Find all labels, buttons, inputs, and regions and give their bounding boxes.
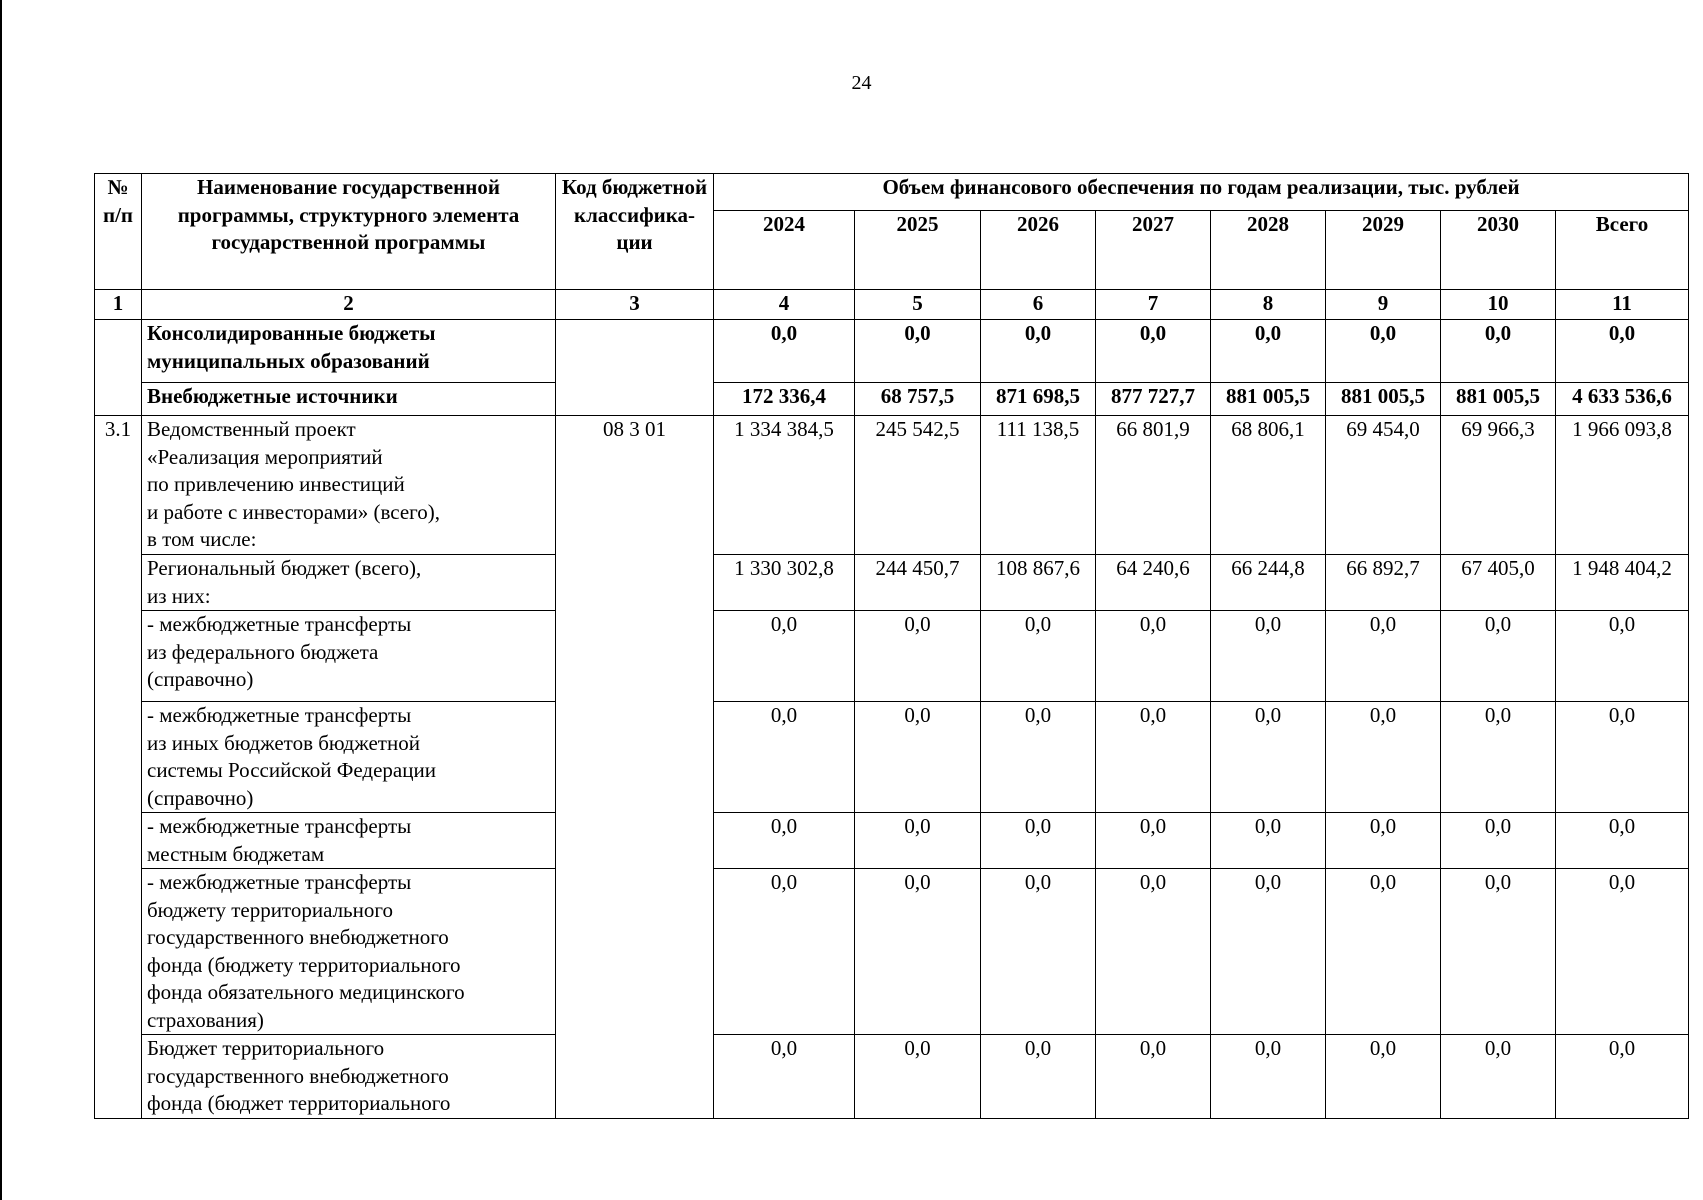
value-cell: 0,0	[1211, 320, 1326, 383]
header-no: № п/п	[95, 174, 142, 290]
value-cell: 0,0	[1556, 611, 1689, 702]
value-cell: 245 542,5	[855, 416, 981, 555]
value-cell: 0,0	[981, 813, 1096, 869]
value-cell: 0,0	[714, 320, 855, 383]
column-number: 3	[556, 290, 714, 320]
column-number: 5	[855, 290, 981, 320]
value-cell: 0,0	[855, 702, 981, 813]
column-number: 9	[1326, 290, 1441, 320]
value-cell: 66 244,8	[1211, 555, 1326, 611]
value-cell: 66 801,9	[1096, 416, 1211, 555]
value-cell: 881 005,5	[1326, 383, 1441, 416]
value-cell: 0,0	[1326, 320, 1441, 383]
value-cell: 0,0	[714, 1035, 855, 1119]
table-row	[95, 416, 1689, 555]
header-total: Всего	[1556, 211, 1689, 290]
value-cell: 1 334 384,5	[714, 416, 855, 555]
value-cell: 64 240,6	[1096, 555, 1211, 611]
value-cell: 0,0	[1326, 611, 1441, 702]
value-cell: 0,0	[1441, 869, 1556, 1035]
value-cell: 0,0	[1556, 1035, 1689, 1119]
row-number: 3.1	[95, 416, 142, 1119]
value-cell: 244 450,7	[855, 555, 981, 611]
value-cell: 0,0	[1556, 813, 1689, 869]
value-cell: 108 867,6	[981, 555, 1096, 611]
page-number: 24	[851, 72, 872, 94]
value-cell: 1 966 093,8	[1556, 416, 1689, 555]
column-number: 6	[981, 290, 1096, 320]
column-number: 10	[1441, 290, 1556, 320]
value-cell: 0,0	[855, 869, 981, 1035]
table-row	[95, 555, 1689, 611]
table-row	[95, 320, 1689, 383]
row-code: 08 3 01	[556, 416, 714, 1119]
value-cell: 0,0	[1441, 702, 1556, 813]
header-year: 2025	[855, 211, 981, 290]
value-cell: 0,0	[1326, 1035, 1441, 1119]
value-cell: 0,0	[714, 869, 855, 1035]
column-number: 2	[142, 290, 556, 320]
value-cell: 0,0	[855, 813, 981, 869]
row-name: - межбюджетные трансферты из иных бюджетов бюджетной системы Российской Федерации (справочно)	[142, 702, 556, 813]
row-name: Консолидированные бюджеты муниципальных образований	[142, 320, 556, 383]
column-number: 4	[714, 290, 855, 320]
table-row	[95, 1035, 1689, 1119]
header-name: Наименование государственной программы, структурного элемента государственной программы	[142, 174, 556, 290]
value-cell: 0,0	[981, 702, 1096, 813]
row-name: Бюджет территориального государственного внебюджетного фонда (бюджет территориального	[142, 1035, 556, 1119]
header-year: 2024	[714, 211, 855, 290]
value-cell: 0,0	[1326, 702, 1441, 813]
value-cell: 0,0	[714, 611, 855, 702]
value-cell: 0,0	[1556, 320, 1689, 383]
table-row	[95, 383, 1689, 416]
column-number: 11	[1556, 290, 1689, 320]
value-cell: 0,0	[855, 1035, 981, 1119]
header-year: 2030	[1441, 211, 1556, 290]
value-cell: 68 757,5	[855, 383, 981, 416]
value-cell: 0,0	[1441, 813, 1556, 869]
row-name: - межбюджетные трансферты бюджету территориального государственного внебюджетного фонда (бюджету территориального фонда обязательного медицинского страхования)	[142, 869, 556, 1035]
value-cell: 0,0	[1211, 611, 1326, 702]
header-code: Код бюджетной классифика-ции	[556, 174, 714, 290]
header-financing-group: Объем финансового обеспечения по годам реализации, тыс. рублей	[714, 174, 1689, 211]
value-cell: 4 633 536,6	[1556, 383, 1689, 416]
value-cell: 68 806,1	[1211, 416, 1326, 555]
header-year: 2026	[981, 211, 1096, 290]
table-row	[95, 869, 1689, 1035]
value-cell: 0,0	[1211, 813, 1326, 869]
value-cell: 172 336,4	[714, 383, 855, 416]
scan-edge	[0, 0, 2, 1200]
value-cell: 66 892,7	[1326, 555, 1441, 611]
header-row	[95, 174, 1689, 211]
value-cell: 69 966,3	[1441, 416, 1556, 555]
header-year: 2027	[1096, 211, 1211, 290]
value-cell: 881 005,5	[1441, 383, 1556, 416]
row-number	[95, 320, 142, 416]
row-name: Ведомственный проект «Реализация мероприятий по привлечению инвестиций и работе с инвесторами» (всего), в том числе:	[142, 416, 556, 555]
row-name: Внебюджетные источники	[142, 383, 556, 416]
value-cell: 0,0	[714, 813, 855, 869]
value-cell: 0,0	[855, 611, 981, 702]
value-cell: 0,0	[1441, 1035, 1556, 1119]
value-cell: 0,0	[1326, 813, 1441, 869]
value-cell: 69 454,0	[1326, 416, 1441, 555]
value-cell: 0,0	[855, 320, 981, 383]
column-number: 8	[1211, 290, 1326, 320]
value-cell: 0,0	[1211, 702, 1326, 813]
value-cell: 0,0	[1096, 869, 1211, 1035]
value-cell: 881 005,5	[1211, 383, 1326, 416]
value-cell: 0,0	[981, 869, 1096, 1035]
value-cell: 111 138,5	[981, 416, 1096, 555]
value-cell: 0,0	[1211, 869, 1326, 1035]
value-cell: 0,0	[1556, 869, 1689, 1035]
value-cell: 877 727,7	[1096, 383, 1211, 416]
column-number: 7	[1096, 290, 1211, 320]
value-cell: 0,0	[1096, 813, 1211, 869]
value-cell: 1 330 302,8	[714, 555, 855, 611]
value-cell: 0,0	[1096, 702, 1211, 813]
row-name: - межбюджетные трансферты местным бюджетам	[142, 813, 556, 869]
table-row	[95, 702, 1689, 813]
value-cell: 0,0	[714, 702, 855, 813]
value-cell: 0,0	[1211, 1035, 1326, 1119]
column-numbers-row	[95, 290, 1689, 320]
value-cell: 0,0	[1096, 611, 1211, 702]
value-cell: 0,0	[1441, 611, 1556, 702]
value-cell: 0,0	[1441, 320, 1556, 383]
header-year: 2029	[1326, 211, 1441, 290]
column-number: 1	[95, 290, 142, 320]
value-cell: 0,0	[981, 611, 1096, 702]
row-name: Региональный бюджет (всего), из них:	[142, 555, 556, 611]
value-cell: 0,0	[1556, 702, 1689, 813]
value-cell: 1 948 404,2	[1556, 555, 1689, 611]
value-cell: 0,0	[981, 1035, 1096, 1119]
value-cell: 0,0	[981, 320, 1096, 383]
financing-table	[94, 173, 1689, 1119]
value-cell: 871 698,5	[981, 383, 1096, 416]
header-year: 2028	[1211, 211, 1326, 290]
value-cell: 67 405,0	[1441, 555, 1556, 611]
table-row	[95, 813, 1689, 869]
table-row	[95, 611, 1689, 702]
value-cell: 0,0	[1326, 869, 1441, 1035]
row-code	[556, 320, 714, 416]
row-name: - межбюджетные трансферты из федерального бюджета (справочно)	[142, 611, 556, 702]
value-cell: 0,0	[1096, 1035, 1211, 1119]
value-cell: 0,0	[1096, 320, 1211, 383]
